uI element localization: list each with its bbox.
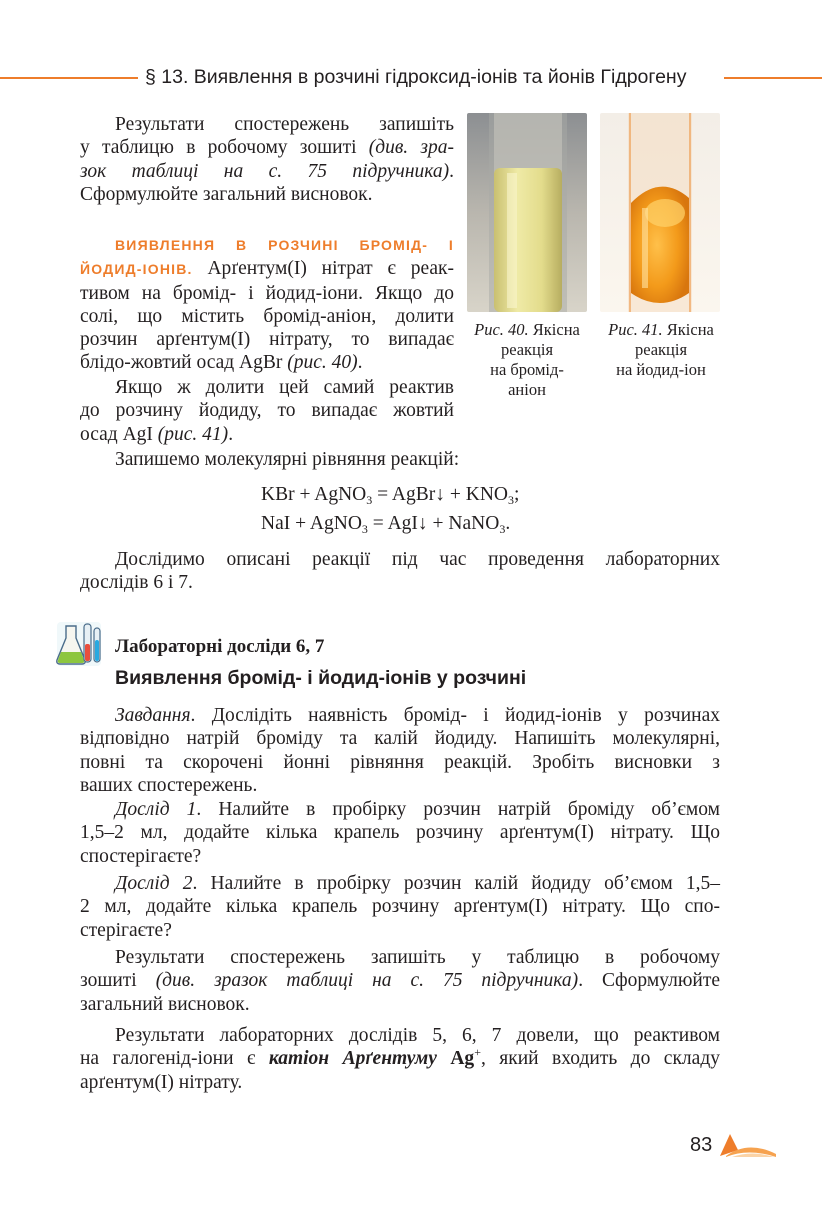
text-span: Арґентум(І) нітрат є реак-: [192, 258, 454, 280]
text-span: .: [357, 352, 363, 374]
subsection-heading: ВИЯВЛЕННЯ В РОЗЧИНІ БРОМІД- І: [115, 237, 454, 253]
figure-reference: (рис. 40): [287, 352, 358, 374]
text-line: солі, що містить бромід-аніон, долити: [80, 305, 454, 327]
caption-text: на йодид-іон: [616, 360, 706, 379]
text-line: до розчину йодиду, то випадає жовтий: [80, 400, 454, 422]
text-line: Якщо ж долити цей самий реактив: [115, 377, 454, 398]
equation-nai: [261, 513, 510, 535]
text-line: тивом на бромід- і йодид-іони. Якщо до: [80, 282, 454, 304]
page-corner-decoration: [718, 1130, 778, 1165]
caption-text: реакція: [634, 340, 688, 359]
text-line: спостерігаєте?: [80, 845, 202, 867]
paragraph-experiment-1: [80, 798, 720, 868]
text-line: Результати спостережень запишіть у таблицю в робочому: [115, 947, 720, 968]
text-line: відповідно натрій броміду та калій йодиду. Напишіть молекулярні,: [80, 728, 720, 750]
section-header: § 13. Виявлення в розчині гідроксид-іонів та йонів Гідрогену: [145, 66, 687, 88]
paragraph-equations-intro: [115, 448, 715, 471]
subscript: 3: [366, 493, 373, 507]
text-span: , який входить до складу: [480, 1048, 720, 1070]
subscript: 3: [499, 522, 506, 536]
paragraph-investigate: [80, 548, 720, 595]
iodide-test-tube-image: [600, 113, 720, 312]
text-span: у таблицю в робочому зошиті: [80, 137, 357, 159]
text-span: блідо-жовтий осад AgBr: [80, 352, 288, 374]
text-line: [80, 257, 454, 281]
text-span: .: [449, 160, 454, 182]
lab-flask-icon: [54, 620, 104, 673]
text-line: [80, 136, 454, 159]
text-line: [80, 1047, 720, 1070]
text-span: . Дослідіть наявність бромід- і йодид-іонів у розчинах: [190, 705, 720, 726]
text-line: дослідів 6 і 7.: [80, 572, 193, 594]
paragraph-conclusion: [80, 1024, 720, 1094]
text-line: 2 мл, додайте кілька крапель розчину арґентум(І) нітрату. Що спо-: [80, 896, 720, 918]
text-line: загальний висновок.: [80, 993, 250, 1015]
text-line: [80, 233, 454, 257]
page-number: 83: [690, 1134, 713, 1156]
text-line: Запишемо молекулярні рівняння реакцій:: [115, 449, 460, 470]
figure-41-photo: [600, 113, 720, 312]
equation-part: = AgI↓ + NaNO: [367, 513, 500, 534]
text-line: арґентум(І) нітрату.: [80, 1071, 243, 1093]
equation-kbr: [261, 484, 519, 506]
superscript: +: [474, 1045, 481, 1060]
italic-label: Дослід 2: [115, 873, 193, 894]
text-span: зошиті: [80, 970, 156, 992]
subscript: 3: [508, 493, 515, 507]
bromide-test-tube-image: [467, 113, 587, 312]
text-line: [80, 704, 720, 727]
text-line: Сформулюйте загальний висновок.: [80, 183, 373, 205]
figure-number: Рис. 41.: [608, 320, 663, 339]
italic-reference: (див. зра-: [356, 137, 454, 159]
italic-label: Дослід 1: [115, 799, 197, 820]
text-line: Дослідимо описані реакції під час проведення лабораторних: [115, 549, 720, 570]
text-line: стерігаєте?: [80, 919, 172, 941]
italic-reference: (див. зразок таблиці на с. 75 підручника): [155, 970, 579, 992]
text-line: 1,5–2 мл, додайте кілька крапель розчину арґентум(І) нітрату. Що: [80, 822, 720, 844]
header-rule-left: [0, 77, 138, 79]
subscript: 3: [361, 522, 368, 536]
equation-part: = AgBr↓ + KNO: [372, 484, 509, 505]
equation-part: .: [505, 513, 511, 534]
paragraph-experiment-2: [80, 872, 720, 942]
lab-subtitle: Виявлення бромід- і йодид-іонів у розчині: [115, 667, 527, 689]
paragraph-bromide-iodide: [80, 233, 454, 375]
caption-text: реакція: [500, 340, 554, 359]
text-span: . Налийте в пробірку розчин натрій броміду об’ємом: [196, 799, 720, 820]
caption-text: Якісна: [662, 320, 714, 339]
header-rule-right: [724, 77, 822, 79]
text-line: [80, 798, 720, 821]
paragraph-record-results: [80, 113, 454, 206]
text-span: осад AgI: [80, 423, 158, 445]
figure-40-caption: [464, 320, 590, 400]
paragraph-task: [80, 704, 720, 797]
subsection-heading: ЙОДИД-ІОНІВ.: [80, 261, 193, 278]
text-line: [80, 160, 454, 183]
italic-label: Завдання: [115, 705, 191, 726]
text-line: [80, 351, 454, 374]
equation-part: ;: [514, 484, 520, 505]
caption-text: Якісна: [528, 320, 580, 339]
figure-number: Рис. 40.: [474, 320, 529, 339]
text-line: [80, 872, 720, 895]
equation-part: KBr + AgNO: [261, 484, 367, 505]
text-span: . Сформулюйте: [578, 970, 720, 992]
caption-text: аніон: [508, 380, 546, 399]
lab-title: Лабораторні досліди 6, 7: [115, 636, 325, 657]
figure-reference: (рис. 41): [157, 423, 229, 445]
paragraph-results: [80, 946, 720, 1016]
italic-reference: зок таблиці на с. 75 підручника): [80, 160, 450, 182]
text-line: повні та скорочені йонні рівняння реакцій. Зробіть висновки з: [80, 751, 720, 773]
figure-41-caption: [596, 320, 726, 380]
text-line: розчин арґентум(І) нітрату, то випадає: [80, 329, 454, 351]
equation-part: NaI + AgNO: [261, 513, 362, 534]
text-line: [80, 969, 720, 992]
text-line: Результати лабораторних дослідів 5, 6, 7 довели, що реактивом: [115, 1025, 720, 1046]
ion-symbol: Ag: [436, 1048, 475, 1070]
figure-40-photo: [467, 113, 587, 312]
paragraph-iodide: [80, 376, 454, 446]
text-line: ваших спостережень.: [80, 774, 258, 796]
caption-text: на бромід-: [490, 360, 564, 379]
bold-italic-term: катіон Арґентуму: [268, 1048, 437, 1070]
text-span: .: [228, 423, 234, 445]
text-line: Результати спостережень запишіть: [115, 114, 454, 135]
text-span: . Налийте в пробірку розчин калій йодиду об’ємом 1,5–: [192, 873, 720, 894]
text-span: на галогенід-іони є: [80, 1048, 269, 1070]
text-line: [80, 423, 454, 446]
